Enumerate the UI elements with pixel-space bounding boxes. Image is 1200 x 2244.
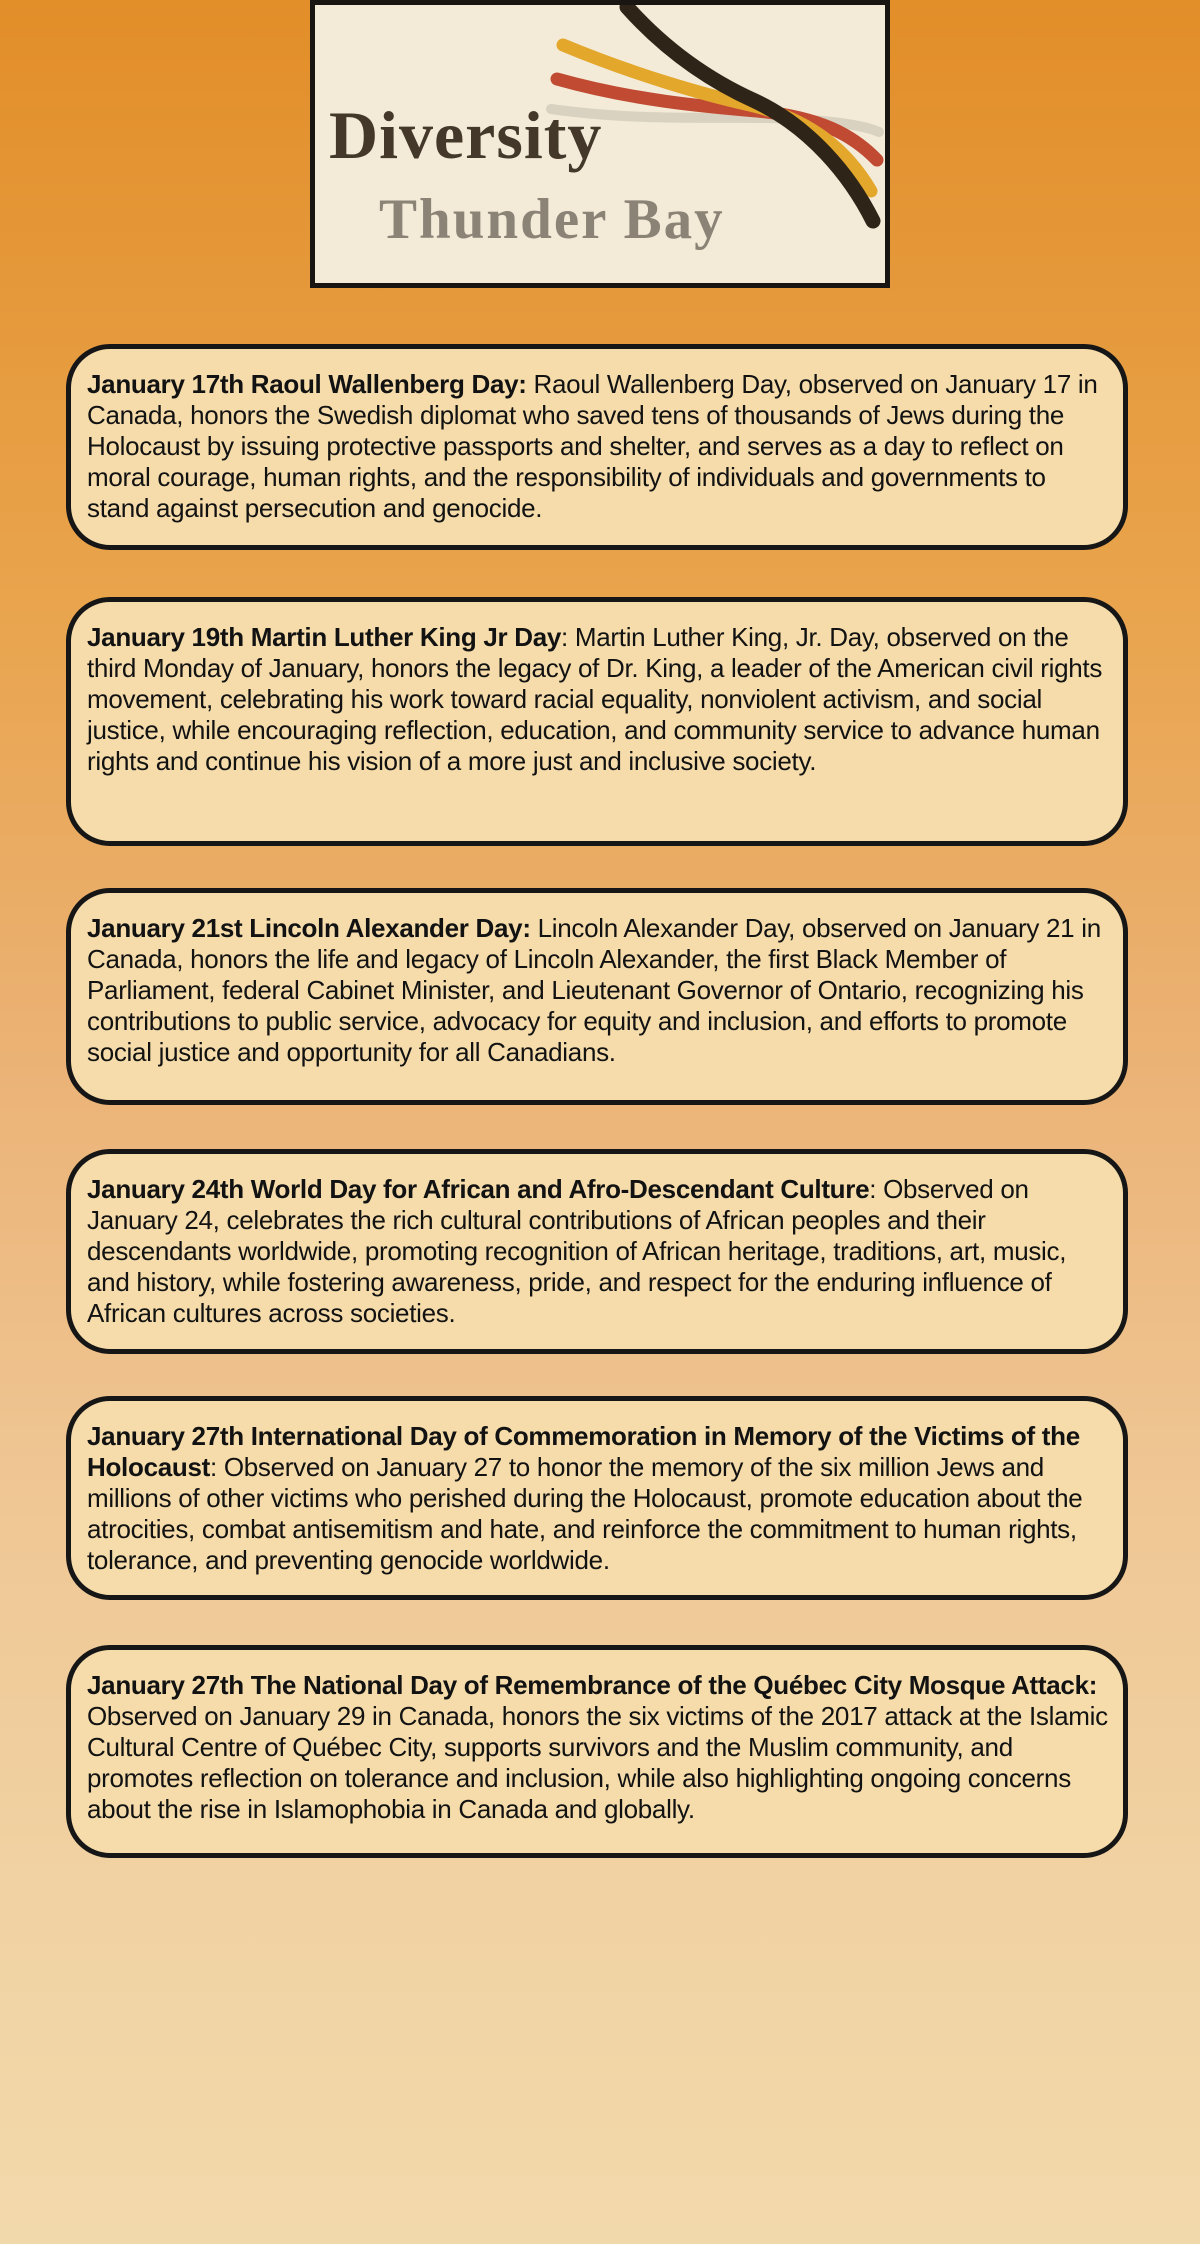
- card-lincoln-alexander-day: [66, 888, 1128, 1105]
- card-text: [87, 913, 1109, 1068]
- card-title: January 17th Raoul Wallenberg Day:: [87, 369, 527, 399]
- card-title: January 27th The National Day of Remembrance of the Québec City Mosque Attack:: [87, 1670, 1098, 1700]
- card-holocaust-remembrance-day: [66, 1396, 1128, 1600]
- card-body: : Observed on January 27 to honor the memory of the six million Jews and millions of other victims who perished during the Holocaust, promote education about the atrocities, combat antisemitism and hate, and reinforce the commitment to human rights, tolerance, and preventing genocide worldwide.: [87, 1452, 1083, 1575]
- card-body: : Martin Luther King, Jr. Day, observed on the third Monday of January, honors the legacy of Dr. King, a leader of the American civil rights movement, celebrating his work toward racial equality, nonviolent activism, and social justice, while encouraging reflection, education, and community service to advance human rights and continue his vision of a more just and inclusive society.: [87, 622, 1103, 776]
- card-text: [87, 1174, 1109, 1329]
- card-raoul-wallenberg-day: [66, 344, 1128, 550]
- card-text: [87, 1421, 1109, 1576]
- card-african-afro-descendant-culture-day: [66, 1149, 1128, 1354]
- card-title: January 19th Martin Luther King Jr Day: [87, 622, 562, 652]
- logo-title: Diversity: [329, 97, 603, 173]
- card-body: : Observed on January 24, celebrates the rich cultural contributions of African peoples and their descendants worldwide, promoting recognition of African heritage, traditions, art, music, and history, while fostering awareness, pride, and respect for the enduring influence of African cultures across societies.: [87, 1174, 1067, 1328]
- card-body: Raoul Wallenberg Day, observed on January 17 in Canada, honors the Swedish diplomat who saved tens of thousands of Jews during the Holocaust by issuing protective passports and shelter, and serves as a day to reflect on moral courage, human rights, and the responsibility of individuals and governments to stand against persecution and genocide.: [87, 369, 1098, 523]
- card-body: Observed on January 29 in Canada, honors the six victims of the 2017 attack at the Islamic Cultural Centre of Québec City, supports survivors and the Muslim community, and promotes reflection on tolerance and inclusion, while also highlighting ongoing concerns about the rise in Islamophobia in Canada and globally.: [87, 1701, 1108, 1824]
- card-text: [87, 1670, 1109, 1825]
- card-body: Lincoln Alexander Day, observed on January 21 in Canada, honors the life and legacy of Lincoln Alexander, the first Black Member of Parliament, federal Cabinet Minister, and Lieutenant Governor of Ontario, recognizing his contributions to public service, advocacy for equity and inclusion, and efforts to promote social justice and opportunity for all Canadians.: [87, 913, 1101, 1067]
- card-title: January 24th World Day for African and Afro-Descendant Culture: [87, 1174, 870, 1204]
- card-title: January 21st Lincoln Alexander Day:: [87, 913, 531, 943]
- card-text: [87, 622, 1109, 777]
- card-title: January 27th International Day of Commemoration in Memory of the Victims of the Holocaust: [87, 1421, 1080, 1482]
- card-text: [87, 369, 1109, 524]
- card-martin-luther-king-jr-day: [66, 597, 1128, 846]
- diversity-thunder-bay-logo: [310, 0, 890, 288]
- card-quebec-city-mosque-attack-day: [66, 1645, 1128, 1858]
- logo-subtitle: Thunder Bay: [379, 188, 725, 251]
